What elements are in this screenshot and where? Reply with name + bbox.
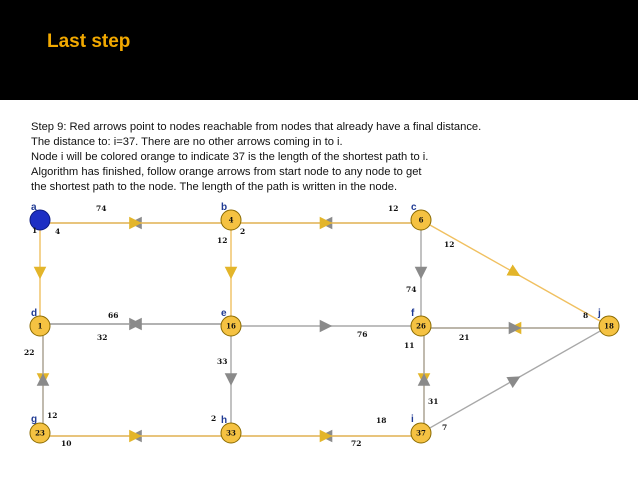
node-h: [221, 423, 241, 443]
node-letter-h: h: [221, 415, 228, 426]
node-distance-g: 23: [35, 428, 45, 438]
node-j: [599, 316, 619, 336]
edge-weight-i-h: 18: [376, 416, 387, 425]
node-b: [221, 210, 241, 230]
edge-weight-i-f: 31: [428, 397, 439, 406]
body-line: The distance to: i=37. There are no other arrows coming in to i.: [31, 136, 343, 148]
edge-weight-f-j: 21: [459, 333, 470, 342]
node-letter-b: b: [221, 202, 228, 213]
node-distance-d: 1: [37, 321, 43, 331]
edge-weight-e-d: 32: [97, 333, 108, 342]
node-distance-e: 16: [226, 321, 236, 331]
edge-c-j: [430, 225, 601, 321]
edge-weight-d-e: 66: [108, 311, 119, 320]
node-g: [30, 423, 50, 443]
edge-weight-c-f: 74: [406, 285, 417, 294]
edge-weight-a-d: 1: [32, 226, 38, 235]
node-c: [411, 210, 431, 230]
node-f: [411, 316, 431, 336]
slide-title: Last step: [47, 31, 131, 52]
node-distance-f: 26: [416, 321, 426, 331]
node-i: [411, 423, 431, 443]
edge-weight-a-b: 4: [55, 227, 61, 236]
edge-weight-b-a: 74: [96, 204, 107, 213]
node-letter-j: j: [598, 308, 601, 319]
node-distance-j: 18: [604, 321, 614, 331]
edge-i-j: [430, 331, 601, 428]
body-line: Algorithm has finished, follow orange arrows from start node to any node to get: [31, 166, 422, 178]
edge-weight-f-i: 11: [404, 341, 415, 350]
edge-weight-g-d: 12: [47, 411, 58, 420]
edge-weight-b-c: 2: [240, 227, 246, 236]
node-distance-b: 4: [228, 215, 234, 225]
edge-weight-d-g: 22: [24, 348, 35, 357]
edge-weight-h-g: 2: [211, 414, 217, 423]
edge-weight-b-e: 12: [217, 236, 228, 245]
edge-weight-h-i: 72: [351, 439, 362, 448]
node-distance-h: 33: [226, 428, 236, 438]
body-line: the shortest path to the node. The length of the path is written in the node.: [31, 181, 398, 193]
node-distance-i: 37: [416, 428, 426, 438]
node-letter-e: e: [221, 308, 227, 319]
edge-weight-j-f: 8: [583, 311, 589, 320]
edge-weight-e-f: 76: [357, 330, 368, 339]
edge-weight-i-j: 7: [442, 423, 448, 432]
node-distance-c: 6: [418, 215, 424, 225]
edge-weight-c-j: 12: [444, 240, 455, 249]
edge-weight-c-b: 12: [388, 204, 399, 213]
node-letter-g: g: [31, 414, 38, 425]
node-letter-d: d: [31, 308, 38, 319]
node-d: [30, 316, 50, 336]
node-letter-a: a: [31, 202, 37, 213]
node-letter-i: i: [411, 414, 414, 425]
node-letter-f: f: [411, 308, 415, 319]
node-letter-c: c: [411, 202, 417, 213]
edge-weight-g-h: 10: [61, 439, 72, 448]
body-line: Step 9: Red arrows point to nodes reachable from nodes that already have a final distance.: [31, 121, 482, 133]
node-e: [221, 316, 241, 336]
body-line: Node i will be colored orange to indicate 37 is the length of the shortest path to i.: [31, 151, 429, 163]
edge-weight-e-h: 33: [217, 357, 228, 366]
